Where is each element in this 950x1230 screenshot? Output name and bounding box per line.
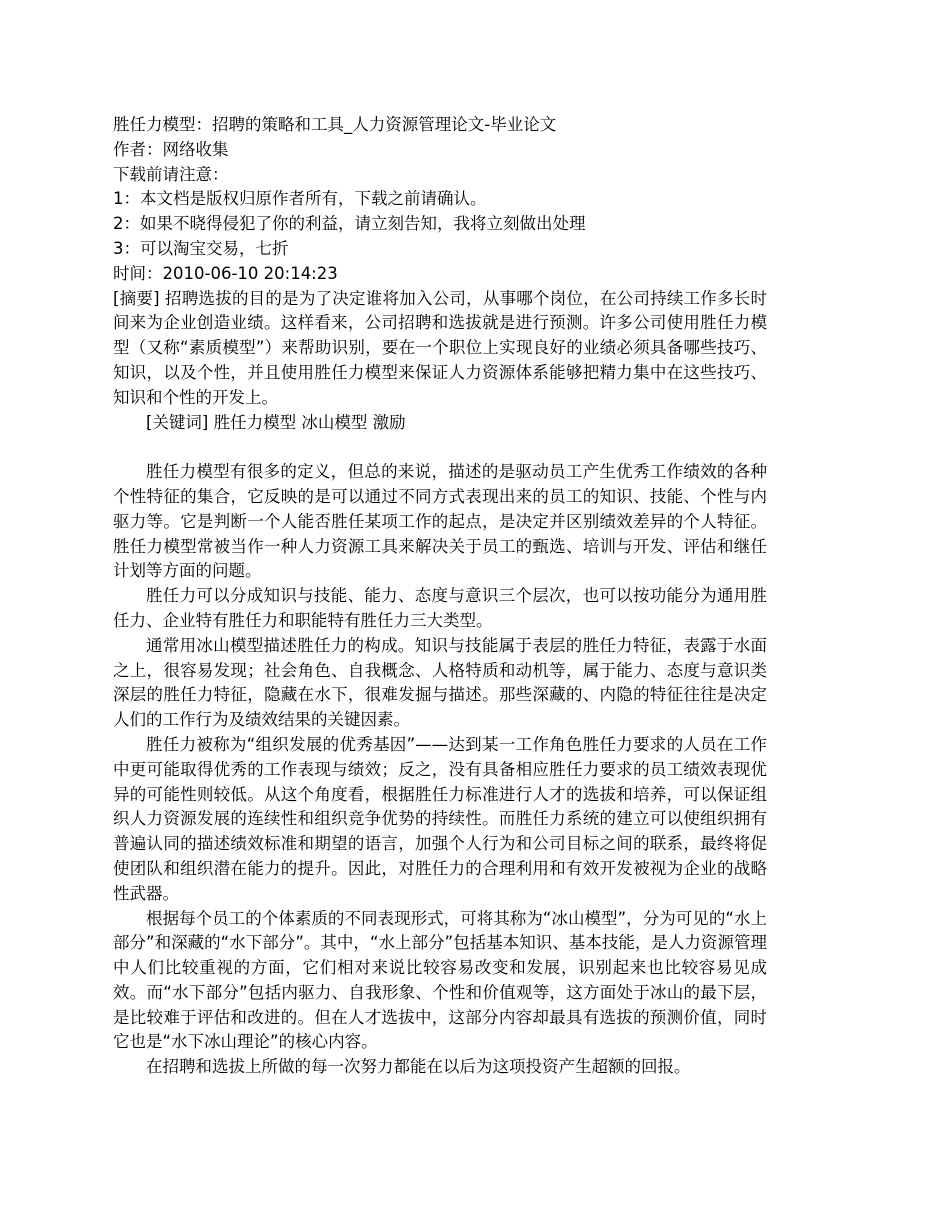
abstract-paragraph: [摘要] 招聘选拔的目的是为了决定谁将加入公司，从事哪个岗位，在公司持续工作多长时间来为企业创造业绩。这样看来，公司招聘和选拔就是进行预测。许多公司使用胜任力模型（又称“素质模型”）来帮助识别，要在一个职位上实现良好的业绩必须具备哪些技巧、知识，以及个性，并且使用胜任力模型来保证人力资源体系能够把精力集中在这些技巧、知识和个性的开发上。 [113,288,767,407]
notice-item: 3：可以淘宝交易，七折 [113,238,289,258]
notice-item: 1：本文档是版权归原作者所有，下载之前请确认。 [113,189,487,209]
body-paragraph: 根据每个员工的个体素质的不同表现形式，可将其称为“冰山模型”，分为可见的“水上部分”和深藏的“水下部分”。其中，“水上部分”包括基本知识、基本技能，是人力资源管理中人们比较重视的方面，它们相对来说比较容易改变和发展，识别起来也比较容易见成效。而“水下部分”包括内驱力、自我形象、个性和价值观等，这方面处于冰山的最下层，是比较难于评估和改进的。但在人才选拔中，这部分内容却最具有选拔的预测价值，同时它也是“水下冰山理论”的核心内容。 [113,908,767,1052]
body-paragraph: 在招聘和选拔上所做的每一次努力都能在以后为这项投资产生超额的回报。 [146,1057,691,1077]
document-author: 作者：网络收集 [113,139,229,159]
keywords-line: [关键词] 胜任力模型 冰山模型 激励 [146,412,406,432]
document-title: 胜任力模型：招聘的策略和工具_人力资源管理论文-毕业论文 [113,115,557,134]
body-paragraph: 胜任力模型有很多的定义，但总的来说，描述的是驱动员工产生优秀工作绩效的各种个性特征的集合，它反映的是可以通过不同方式表现出来的员工的知识、技能、个性与内驱力等。它是判断一个人能否胜任某项工作的起点，是决定并区别绩效差异的个人特征。胜任力模型常被当作一种人力资源工具来解决关于员工的甄选、培训与开发、评估和继任计划等方面的问题。 [113,462,767,581]
blank-line [113,435,767,460]
notice-item: 2：如果不晓得侵犯了你的利益，请立刻告知，我将立刻做出处理 [113,214,586,234]
body-paragraph: 胜任力可以分成知识与技能、能力、态度与意识三个层次，也可以按功能分为通用胜任力、企业特有胜任力和职能特有胜任力三大类型。 [113,586,767,630]
document-timestamp: 时间：2010-06-10 20:14:23 [113,263,338,283]
notice-heading: 下载前请注意： [113,164,229,184]
body-paragraph: 通常用冰山模型描述胜任力的构成。知识与技能属于表层的胜任力特征，表露于水面之上，很容易发现；社会角色、自我概念、人格特质和动机等，属于能力、态度与意识类深层的胜任力特征，隐藏在水下，很难发掘与描述。那些深藏的、内隐的特征往往是决定人们的工作行为及绩效结果的关键因素。 [113,635,767,730]
body-paragraph: 胜任力被称为“组织发展的优秀基因”——达到某一工作角色胜任力要求的人员在工作中更可能取得优秀的工作表现与绩效；反之，没有具备相应胜任力要求的员工绩效表现优异的可能性则较低。从这个角度看，根据胜任力标准进行人才的选拔和培养，可以保证组织人力资源发展的连续性和组织竞争优势的持续性。而胜任力系统的建立可以使组织拥有普遍认同的描述绩效标准和期望的语言，加强个人行为和公司目标之间的联系，最终将促使团队和组织潜在能力的提升。因此，对胜任力的合理利用和有效开发被视为企业的战略性武器。 [113,734,767,903]
document-page [113,113,767,1080]
